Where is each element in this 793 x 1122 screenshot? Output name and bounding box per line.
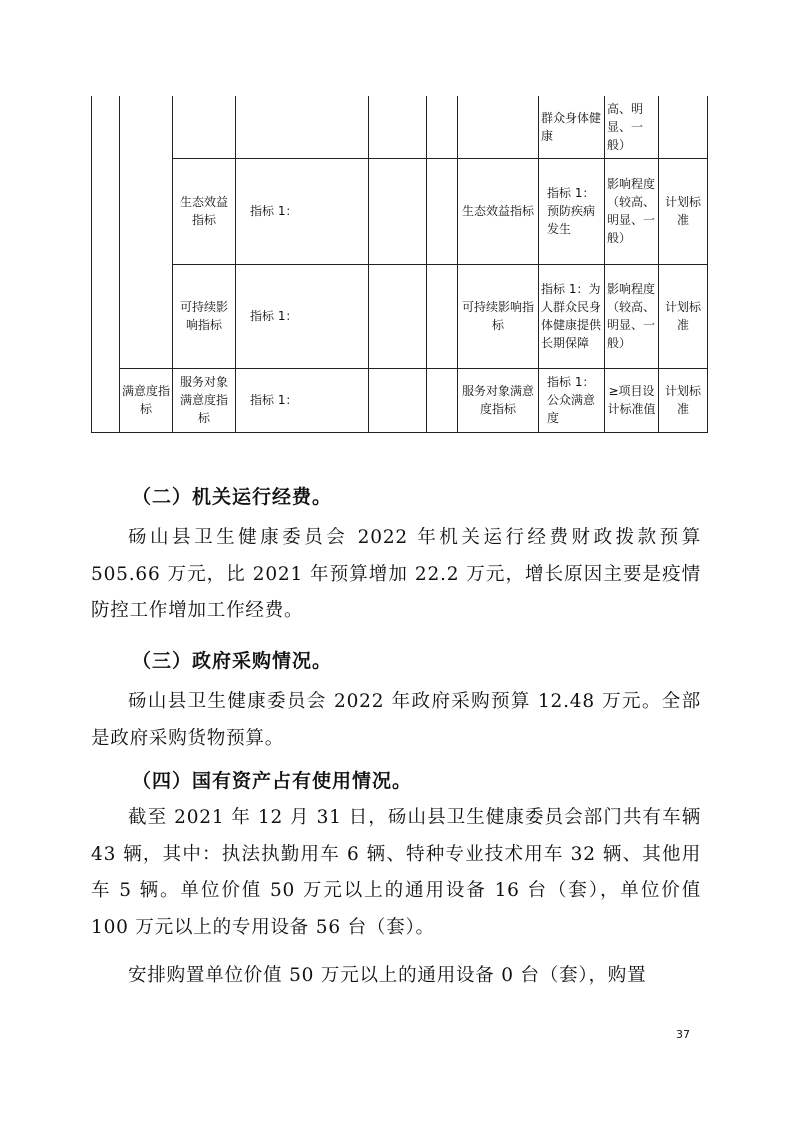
performance-indicator-table xyxy=(91,96,708,433)
table-cell-degree: 影响程度（较高、明显、一般） xyxy=(605,158,659,264)
table-cell-degree: ≥项目设计标准值 xyxy=(605,368,659,432)
table-cell xyxy=(173,96,236,158)
table-cell xyxy=(369,368,427,432)
table-cell-indicator: 指标 1： xyxy=(236,368,369,432)
table-cell-level1: 满意度指标 xyxy=(120,368,173,432)
table-cell xyxy=(427,96,458,158)
table-cell xyxy=(427,368,458,432)
table-cell-obj-indicator: 指标 1：预防疾病发生 xyxy=(539,158,605,264)
table-row xyxy=(92,96,708,158)
table-cell xyxy=(369,264,427,368)
paragraph-purchase-plan: 安排购置单位价值 50 万元以上的通用设备 0 台（套），购置 xyxy=(128,965,647,986)
table-cell-standard: 计划标准 xyxy=(659,368,708,432)
table-cell-obj-indicator: 指标 1：公众满意度 xyxy=(539,368,605,432)
paragraph-procurement: 砀山县卫生健康委员会 2022 年政府采购预算 12.48 万元。全部是政府采购货物预算。 xyxy=(91,691,701,749)
table-cell-category: 可持续影响指标 xyxy=(458,264,539,368)
table-cell-standard: 计划标准 xyxy=(659,158,708,264)
table-cell xyxy=(236,96,369,158)
section-heading-state-assets: （四）国有资产占有使用情况。 xyxy=(132,770,413,792)
table-row xyxy=(92,158,708,264)
page-number: 37 xyxy=(676,1028,690,1041)
table-cell xyxy=(427,264,458,368)
table-cell-category: 服务对象满意度指标 xyxy=(173,368,236,432)
table-row xyxy=(92,264,708,368)
table-row xyxy=(92,368,708,432)
table-cell-indicator: 指标 1： xyxy=(236,264,369,368)
table-cell-indicator: 指标 1： xyxy=(236,158,369,264)
table-cell xyxy=(92,96,120,432)
section-heading-procurement: （三）政府采购情况。 xyxy=(132,650,333,672)
paragraph-state-assets: 截至 2021 年 12 月 31 日，砀山县卫生健康委员会部门共有车辆 43 辆，其中：执法执勤用车 6 辆、特种专业技术用车 32 辆、其他用车 5 辆。单位价值 50 万元以上的通用设备 16 台（套），单位价值 100 万元以上的专用设备 56 台（套）。 xyxy=(91,807,701,938)
table-cell xyxy=(659,96,708,158)
table-cell-category: 生态效益指标 xyxy=(173,158,236,264)
table-cell-standard: 计划标准 xyxy=(659,264,708,368)
table-cell-degree: 影响程度（较高、明显、一般） xyxy=(605,264,659,368)
table-cell xyxy=(369,96,427,158)
table-cell-category: 服务对象满意度指标 xyxy=(458,368,539,432)
table-cell xyxy=(427,158,458,264)
table-cell-category: 可持续影响指标 xyxy=(173,264,236,368)
paragraph-operating-costs: 砀山县卫生健康委员会 2022 年机关运行经费财政拨款预算 505.66 万元，比 2021 年预算增加 22.2 万元，增长原因主要是疫情防控工作增加工作经费。 xyxy=(91,527,701,621)
table-cell-obj-indicator: 指标 1：为人群众民身体健康提供长期保障 xyxy=(539,264,605,368)
table-cell xyxy=(369,158,427,264)
table-cell-category: 生态效益指标 xyxy=(458,158,539,264)
table-cell xyxy=(458,96,539,158)
table-cell xyxy=(120,96,173,368)
section-heading-operating-costs: （二）机关运行经费。 xyxy=(132,486,333,508)
table-cell-obj-indicator: 群众身体健康 xyxy=(539,96,605,158)
table-cell-degree: 高、明显、一般） xyxy=(605,96,659,158)
